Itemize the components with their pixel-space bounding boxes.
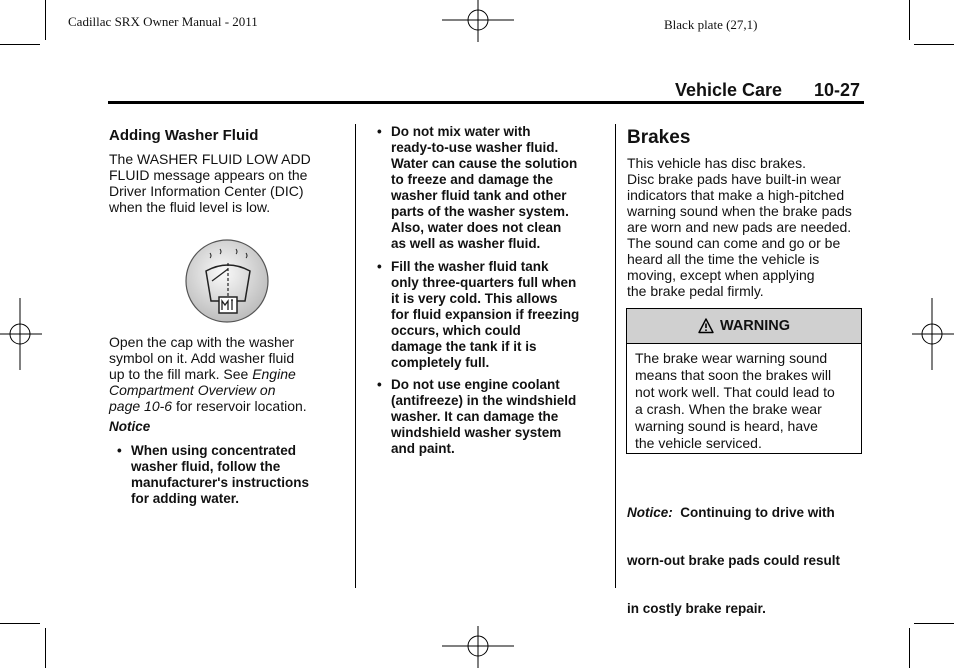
notice-label: Notice bbox=[109, 419, 151, 434]
header-rule bbox=[108, 101, 864, 104]
list-item: • Do not mix water with ready-to-use washer fluid. Water can cause the solution to freeze and damage the washer fluid tank and other parts of the washer system. Also, water does not clean as well as washer fluid. bbox=[377, 124, 599, 252]
column-divider-1 bbox=[355, 124, 356, 588]
brake-notice: Notice: Continuing to drive with worn-out brake pads could result in costly brake repair. bbox=[627, 505, 841, 616]
engine-compartment-link: Engine bbox=[252, 366, 296, 382]
manual-title: Cadillac SRX Owner Manual - 2011 bbox=[68, 14, 258, 29]
registration-mark-right bbox=[910, 298, 954, 370]
column-divider-2 bbox=[615, 124, 616, 588]
page-number: 10-27 bbox=[814, 80, 861, 100]
list-item: • When using concentrated washer fluid, follow the manufacturer's instructions for adding water. bbox=[117, 443, 309, 507]
plate-label: Black plate (27,1) bbox=[664, 17, 758, 32]
washer-fluid-instructions: Open the cap with the washer symbol on it. Add washer fluid up to the fill mark. See Engine Compartment Overview on page 10-6 for reservoir location. bbox=[109, 334, 307, 414]
warning-icon bbox=[698, 318, 714, 334]
washer-fluid-symbol-icon bbox=[184, 239, 272, 325]
warning-header bbox=[627, 309, 861, 344]
warning-text: The brake wear warning sound means that soon the brakes will not work well. That could lead to a crash. When the brake wear warning sound is heard, have the vehicle serviced. bbox=[635, 350, 835, 451]
brakes-heading: Brakes bbox=[627, 127, 691, 148]
notice-list bbox=[117, 443, 309, 507]
list-item: • Fill the washer fluid tank only three-quarters full when it is very cold. This allows for fluid expansion if freezing occurs, which could damage the tank if it is completely full. bbox=[377, 259, 599, 371]
list-item: • Do not use engine coolant (antifreeze) in the windshield washer. It can damage the windshield washer system and paint. bbox=[377, 377, 599, 457]
registration-mark-left bbox=[0, 298, 44, 370]
adding-washer-fluid-heading: Adding Washer Fluid bbox=[109, 127, 259, 144]
warning-box bbox=[626, 308, 862, 454]
washer-warnings-list bbox=[377, 124, 599, 457]
washer-fluid-intro: The WASHER FLUID LOW ADD FLUID message appears on the Driver Information Center (DIC) when the fluid level is low. bbox=[109, 151, 311, 215]
registration-mark-bottom bbox=[442, 624, 514, 668]
warning-title: WARNING bbox=[719, 318, 791, 334]
brakes-description: This vehicle has disc brakes. Disc brake pads have built-in wear indicators that make a high-pitched warning sound when the brake pads are worn and new pads are needed. The sound can come and go or be heard all the time the vehicle is moving, except when applying the brake pedal firmly. bbox=[627, 155, 852, 299]
section-title: Vehicle Care bbox=[675, 80, 783, 100]
brake-notice-label: Notice: bbox=[627, 505, 673, 520]
registration-mark-top bbox=[442, 0, 514, 44]
